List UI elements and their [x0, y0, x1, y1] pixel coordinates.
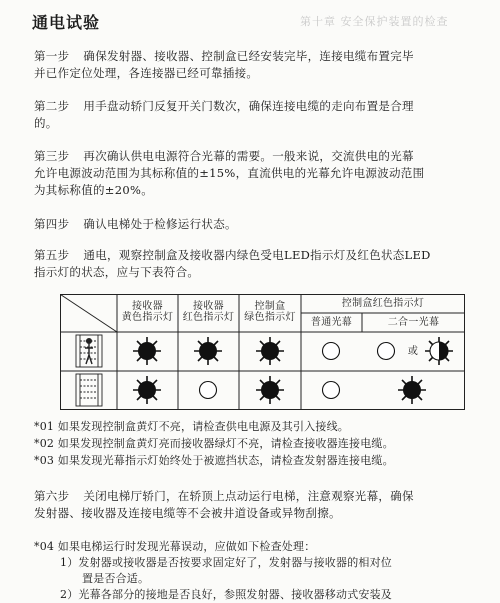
- step-label: 第六步: [34, 489, 70, 503]
- corner-diagonal: [61, 295, 118, 333]
- step-label: 第四步: [34, 217, 70, 231]
- step-1: [34, 48, 474, 82]
- header-normal-curtain: 普通光幕: [310, 317, 353, 328]
- header-line: 绿色指示灯: [244, 312, 296, 323]
- step-label: 第五步: [34, 248, 70, 262]
- or-label: 或: [407, 346, 419, 357]
- step-text: 确保发射器、接收器、控制盒已经安装完毕，连接电缆布置完毕: [83, 49, 414, 63]
- note-04-intro: *04 如果电梯运行时发现光幕误动，应做如下检查处理：: [34, 540, 316, 553]
- lit-indicator-icon: [194, 337, 222, 365]
- note-04-item: 置是否合适。: [82, 572, 150, 585]
- note-04-items: [60, 555, 460, 603]
- header-line: 接收器: [132, 301, 163, 312]
- header-box-red-group: 控制盒红色指示灯: [341, 298, 425, 309]
- unlit-indicator-icon: [323, 382, 340, 399]
- unlit-indicator-icon: [323, 343, 340, 360]
- curtain-person-icon: [76, 335, 102, 367]
- lit-indicator-icon: [256, 337, 284, 365]
- unlit-indicator-icon: [200, 382, 217, 399]
- step-2: [34, 98, 474, 132]
- step-label: 第三步: [34, 149, 70, 163]
- step-text: 并已作定位处理，各连接器已经可靠插接。: [34, 66, 259, 80]
- unlit-indicator-icon: [378, 343, 395, 360]
- step-text: 允许电源波动范围为其标称值的±15%，直流供电的光幕允许电源波动范围: [34, 166, 425, 180]
- header-line: 接收器: [193, 301, 224, 312]
- step-text: 发射器、接收器及连接电缆等不会被井道设备或异物刮擦。: [34, 506, 341, 520]
- step-6: [34, 488, 474, 522]
- page-title: 通电试验: [32, 13, 101, 32]
- note-04-item: 2）光幕各部分的接地是否良好，参照发射器、接收器移动式安装及: [60, 588, 392, 601]
- note-item: *03 如果发现光幕指示灯始终处于被遮挡状态，请检查发射器连接电缆。: [34, 454, 394, 467]
- step-label: 第二步: [34, 99, 70, 113]
- note-list: [34, 418, 474, 469]
- step-5: [34, 247, 474, 281]
- step-3: [34, 148, 474, 199]
- bleed-through-text: 第十章 安全保护装置的检查: [300, 15, 449, 28]
- step-text: 指示灯的状态，应与下表符合。: [34, 265, 200, 279]
- step-text: 为其标称值的±20%。: [34, 183, 153, 197]
- note-item: *01 如果发现控制盒黄灯不亮，请检查供电电源及其引入接线。: [34, 420, 349, 433]
- header-receiver-yellow: [117, 301, 178, 323]
- header-line: 控制盒: [254, 301, 286, 312]
- step-label: 第一步: [34, 49, 70, 63]
- header-receiver-red: [178, 301, 239, 323]
- step-text: 通电，观察控制盒及接收器内绿色受电LED指示灯及红色状态LED: [83, 248, 431, 262]
- header-two-in-one-curtain: 二合一光幕: [387, 317, 440, 328]
- curtain-empty-icon: [76, 374, 102, 406]
- step-text: 用手盘动轿门反复开关门数次，确保连接电缆的走向布置是合理: [83, 99, 414, 113]
- indicator-table: [60, 294, 465, 410]
- header-line: 红色指示灯: [182, 312, 235, 323]
- header-line: 黄色指示灯: [121, 312, 174, 323]
- step-4: [34, 216, 474, 233]
- step-text: 再次确认供电电源符合光幕的需要。一般来说，交流供电的光幕: [83, 149, 414, 163]
- step-text: 关闭电梯厅轿门，在轿顶上点动运行电梯，注意观察光幕，确保: [83, 489, 414, 503]
- lit-indicator-icon: [398, 376, 426, 404]
- step-text: 的。: [34, 116, 58, 130]
- half-lit-indicator-icon: [425, 337, 453, 365]
- header-box-green: [239, 301, 301, 323]
- note-04-item: 1）发射器或接收器是否按要求固定好了，发射器与接收器的相对位: [60, 556, 392, 569]
- note-item: *02 如果发现控制盒黄灯亮而接收器绿灯不亮，请检查接收器连接电缆。: [34, 437, 394, 450]
- lit-indicator-icon: [133, 376, 161, 404]
- lit-indicator-icon: [256, 376, 284, 404]
- step-text: 确认电梯处于检修运行状态。: [83, 217, 237, 231]
- lit-indicator-icon: [133, 337, 161, 365]
